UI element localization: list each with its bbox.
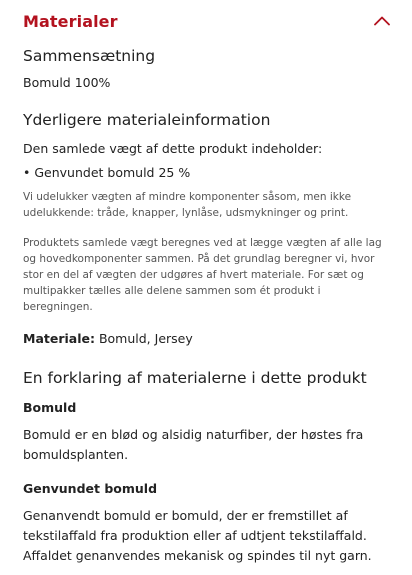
material-name-recycled-cotton: Genvundet bomuld [23,481,158,496]
additional-info-heading: Yderligere materialeinformation [23,111,271,129]
material-description-recycled-cotton: Genanvendt bomuld er bomuld, der er fremstillet af tekstilaffald fra produktion eller af udtjent tekstilaffald. Affaldet genanvendes mekanisk og spindes til nyt garn. [23,508,372,563]
weight-calculation-note: Produktets samlede vægt beregnes ved at lægge vægten af alle lag og hovedkomponenter sammen. På det grundlag beregner vi, hvor stor en del af vægten der udgøres af hvert materiale. For sæt og multipakker tælles alle delene sammen som ét produkt i beregningen. [23,237,382,313]
weight-lead-text: Den samlede vægt af dette produkt indeholder: [23,141,323,156]
material-name-cotton: Bomuld [23,400,77,415]
material-label: Materiale: [23,331,95,346]
composition-heading: Sammensætning [23,47,156,65]
accordion-title: Materialer [23,11,118,31]
recycled-cotton-share: • Genvundet bomuld 25 % [23,165,191,180]
materials-explanation-heading: En forklaring af materialerne i dette produkt [23,369,367,387]
chevron-up-icon[interactable] [373,12,391,30]
material-description-cotton: Bomuld er en blød og alsidig naturfiber, der høstes fra bomuldsplanten. [23,427,364,462]
material-value: Bomuld, Jersey [94,331,193,346]
materials-accordion-header[interactable] [23,0,389,42]
weight-exclusion-note: Vi udelukker vægten af mindre komponenter såsom, men ikke udelukkende: tråde, knapper, lynlåse, udsmykninger og print. [23,191,352,219]
composition-value: Bomuld 100% [23,75,111,90]
material-line [23,331,389,346]
